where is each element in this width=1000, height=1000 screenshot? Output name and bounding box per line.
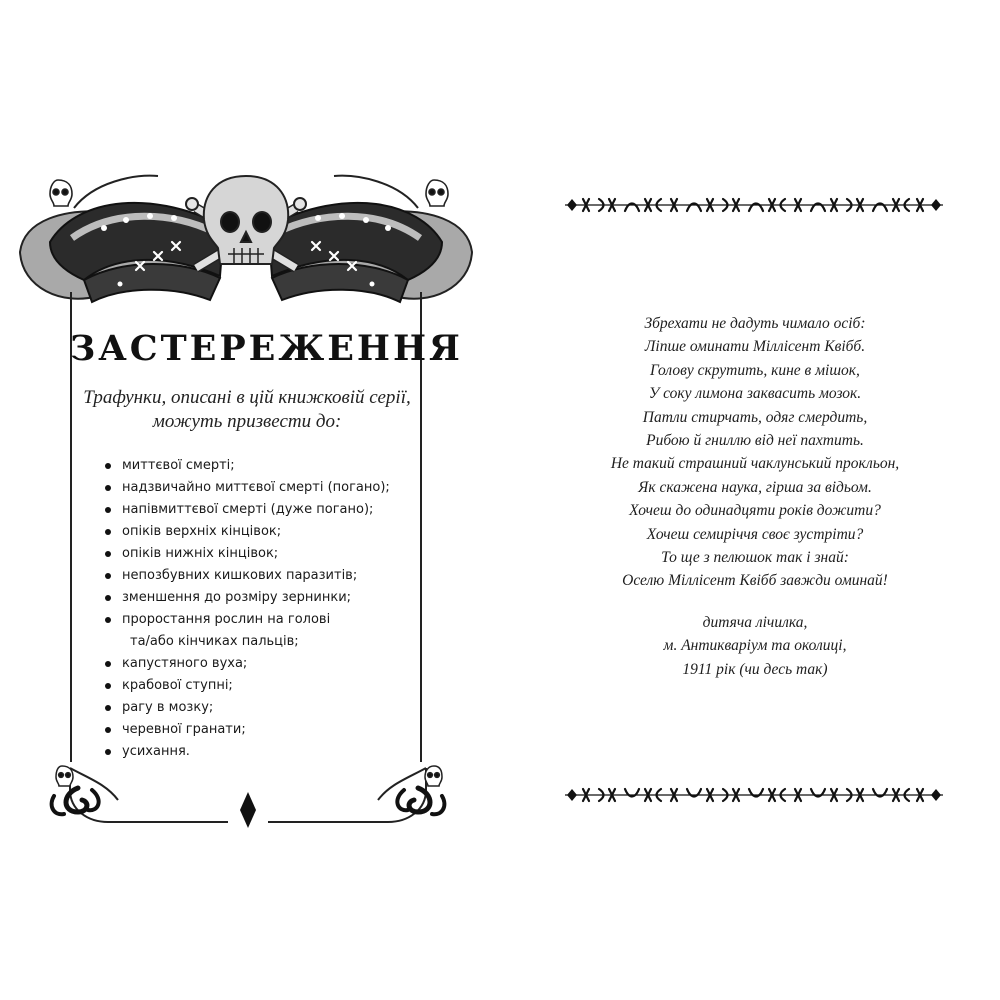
poem-line: Не такий страшний чаклунський прокльон,	[610, 455, 900, 473]
list-item: зменшення до розміру зернинки;	[102, 587, 412, 609]
poem-line: Хочеш до одинадцяти років дожити?	[629, 502, 881, 520]
bullet-icon	[105, 463, 111, 469]
bullet-icon	[105, 573, 111, 579]
ornamental-border-strip-icon	[565, 195, 943, 215]
poem-line: Рибою й гниллю від неї пахтить.	[646, 432, 864, 450]
poem-line: Збрехати не дадуть чимало осіб:	[644, 315, 866, 332]
list-item: миттєвої смерті;	[102, 455, 412, 477]
list-item: непозбувних кишкових паразитів;	[102, 565, 412, 587]
bullet-icon	[105, 551, 111, 557]
list-item: надзвичайно миттєвої смерті (погано);	[102, 477, 412, 499]
attribution-line: дитяча лічилка,	[702, 614, 808, 631]
subtitle-line: Трафунки, описані в цій книжковій серії,	[83, 387, 411, 408]
poem-line: Голову скрутить, кине в мішок,	[650, 361, 860, 379]
attribution-line: м. Антикваріум та околиці,	[663, 637, 847, 655]
list-item: черевної гранати;	[102, 719, 412, 741]
list-item: крабової ступні;	[102, 675, 412, 697]
bullet-icon	[105, 683, 111, 689]
poem-line: То ще з пелюшок так і знай:	[661, 549, 849, 567]
list-item: опіків верхніх кінцівок;	[102, 521, 412, 543]
bullet-icon	[105, 595, 111, 601]
attribution-line: 1911 рік (чи десь так)	[682, 660, 828, 678]
skull-crossbones-banner-icon	[14, 168, 478, 308]
list-item: проростання рослин на голові та/або кінчиках пальців;	[102, 609, 412, 653]
diamond-icon	[240, 792, 256, 828]
warning-list	[102, 455, 412, 763]
poem-line: Оселю Міллісент Квібб завжди оминай!	[622, 572, 888, 590]
list-item-continuation: та/або кінчиках пальців;	[130, 634, 299, 649]
bullet-icon	[105, 749, 111, 755]
poem	[560, 312, 950, 593]
bullet-icon	[105, 705, 111, 711]
poem-attribution	[560, 611, 950, 681]
skull-scroll-ornament-icon	[48, 760, 448, 830]
poem-line: Ліпше оминати Міллісент Квібб.	[644, 338, 866, 356]
bullet-icon	[105, 661, 111, 667]
ornamental-border-strip-icon	[565, 785, 943, 805]
list-item: усихання.	[102, 741, 412, 763]
subtitle-line: можуть призвести до:	[152, 411, 342, 432]
list-item: опіків нижніх кінцівок;	[102, 543, 412, 565]
list-item: рагу в мозку;	[102, 697, 412, 719]
bullet-icon	[105, 617, 111, 623]
subtitle	[74, 386, 420, 434]
poem-line: У соку лимона заквасить мозок.	[648, 385, 862, 403]
poem-line: Хочеш семиріччя своє зустріти?	[646, 525, 864, 543]
bullet-icon	[105, 507, 111, 513]
bullet-icon	[105, 485, 111, 491]
bullet-icon	[105, 529, 111, 535]
poem-line: Як скажена наука, гірша за відьом.	[638, 478, 872, 496]
page-title: ЗАСТЕРЕЖЕННЯ	[70, 328, 463, 369]
list-item: напівмиттєвої смерті (дуже погано);	[102, 499, 412, 521]
bullet-icon	[105, 727, 111, 733]
poem-line: Патли стирчать, одяг смердить,	[642, 408, 868, 426]
list-item: капустяного вуха;	[102, 653, 412, 675]
